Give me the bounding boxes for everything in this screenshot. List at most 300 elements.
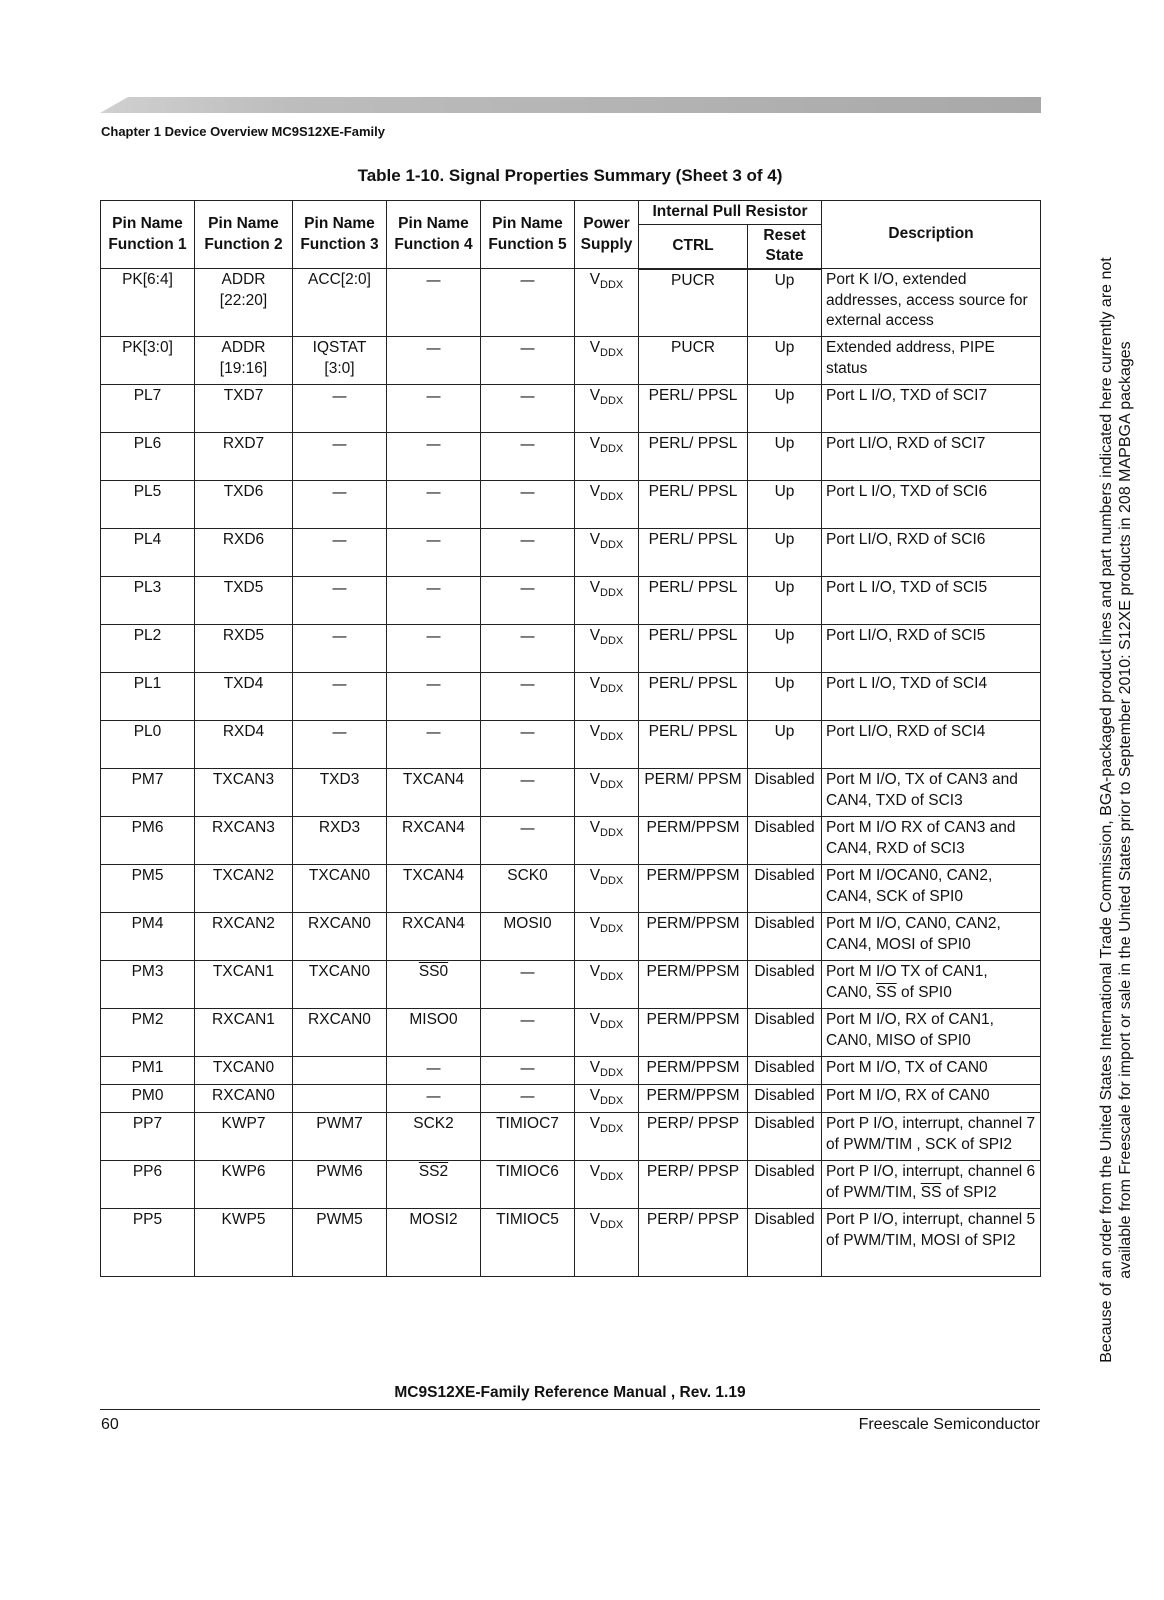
cell-function-2-text: RXCAN1	[212, 1011, 275, 1028]
cell-function-5	[481, 1161, 575, 1209]
cell-ctrl	[639, 1057, 748, 1085]
cell-function-5-text: —	[519, 627, 536, 645]
cell-ctrl	[639, 913, 748, 961]
cell-reset-state-text: Disabled	[754, 915, 815, 932]
cell-ctrl	[639, 673, 748, 721]
cell-ctrl-text: PERL/ PPSL	[648, 579, 738, 596]
cell-reset-state	[748, 1057, 822, 1085]
cell-function-3	[293, 337, 387, 385]
cell-ctrl	[639, 1209, 748, 1277]
cell-function-2	[195, 433, 293, 481]
table-row	[101, 1009, 1041, 1057]
cell-function-4	[387, 577, 481, 625]
cell-function-4-text: MOSI2	[409, 1211, 458, 1228]
cell-reset-state	[748, 721, 822, 769]
cell-function-2	[195, 625, 293, 673]
table-row	[101, 337, 1041, 385]
cell-function-1-text: PL7	[133, 387, 162, 404]
cell-function-2	[195, 1161, 293, 1209]
cell-description	[822, 769, 1041, 817]
cell-function-1-text: PM6	[131, 819, 164, 836]
cell-function-1	[101, 269, 195, 337]
cell-ctrl	[639, 337, 748, 385]
cell-description-text: Port K I/O, extended addresses, access source for external access	[826, 271, 1028, 329]
table-row	[101, 673, 1041, 721]
cell-function-4	[387, 1209, 481, 1277]
cell-function-4	[387, 1161, 481, 1209]
cell-function-4-text: —	[425, 1087, 442, 1105]
power-supply-subscript: DDX	[600, 731, 624, 743]
cell-description-text: Port P I/O, interrupt, channel 5 of PWM/TIM, MOSI of SPI2	[826, 1211, 1036, 1249]
cell-function-5	[481, 1113, 575, 1161]
cell-reset-state-text: Disabled	[754, 771, 815, 788]
power-supply-symbol: V	[589, 1115, 601, 1132]
cell-function-4-text: TXCAN4	[402, 771, 465, 788]
power-supply-subscript: DDX	[600, 539, 624, 551]
chapter-header: Chapter 1 Device Overview MC9S12XE-Family	[101, 124, 385, 139]
cell-function-2-text: TXD6	[223, 483, 264, 500]
cell-function-1-text: PP5	[132, 1211, 163, 1228]
cell-reset-state	[748, 269, 822, 337]
cell-function-1	[101, 673, 195, 721]
cell-ctrl-text: PERM/PPSM	[646, 1059, 740, 1076]
cell-function-3	[293, 1161, 387, 1209]
cell-reset-state-text: Disabled	[754, 1087, 815, 1104]
power-supply-subscript: DDX	[600, 827, 624, 839]
cell-function-1	[101, 865, 195, 913]
cell-function-3	[293, 481, 387, 529]
cell-function-2	[195, 769, 293, 817]
cell-ctrl-text: PERL/ PPSL	[648, 483, 738, 500]
cell-ctrl-text: PERL/ PPSL	[648, 627, 738, 644]
cell-power-supply	[575, 721, 639, 769]
cell-function-5	[481, 481, 575, 529]
cell-function-3	[293, 577, 387, 625]
cell-power-supply	[575, 769, 639, 817]
power-supply-subscript: DDX	[600, 1067, 624, 1079]
cell-function-5	[481, 269, 575, 337]
cell-function-2-text: RXCAN2	[212, 915, 275, 932]
col-header-function-5: Pin Name Function 5	[481, 201, 575, 269]
header-bar	[100, 97, 1041, 113]
power-supply-symbol: V	[589, 1087, 601, 1104]
cell-function-5	[481, 625, 575, 673]
cell-function-1-text: PL5	[133, 483, 162, 500]
cell-function-1-text: PM1	[131, 1059, 164, 1076]
cell-function-4-text: RXCAN4	[402, 819, 465, 836]
cell-function-1-text: PP7	[132, 1115, 163, 1132]
description-part: Port P I/O, interrupt, channel 6 of PWM/TIM,	[826, 1163, 1036, 1201]
cell-function-2	[195, 1113, 293, 1161]
power-supply-symbol: V	[589, 1163, 601, 1180]
cell-function-5	[481, 1009, 575, 1057]
cell-reset-state	[748, 337, 822, 385]
cell-function-3	[293, 269, 387, 337]
cell-function-2	[195, 961, 293, 1009]
cell-description-text: Port M I/O RX of CAN3 and CAN4, RXD of SCI3	[826, 819, 1016, 857]
cell-function-5	[481, 1057, 575, 1085]
cell-function-2	[195, 481, 293, 529]
cell-description	[822, 1085, 1041, 1113]
cell-description	[822, 481, 1041, 529]
cell-function-5-text: —	[519, 435, 536, 453]
cell-function-4-text: —	[425, 1059, 442, 1077]
cell-function-4-text: —	[425, 531, 442, 549]
cell-function-4	[387, 337, 481, 385]
cell-function-4-text: —	[425, 723, 442, 741]
power-supply-symbol: V	[589, 867, 601, 884]
cell-reset-state-text: Disabled	[754, 1163, 815, 1180]
cell-function-1-text: PM7	[131, 771, 164, 788]
cell-function-4	[387, 961, 481, 1009]
cell-power-supply	[575, 385, 639, 433]
cell-function-2	[195, 913, 293, 961]
cell-function-5-text: MOSI0	[503, 915, 552, 932]
cell-function-3	[293, 433, 387, 481]
cell-function-2-text: RXCAN3	[212, 819, 275, 836]
cell-reset-state	[748, 1209, 822, 1277]
cell-function-2	[195, 1009, 293, 1057]
page-number: 60	[101, 1416, 119, 1433]
col-header-function-4: Pin Name Function 4	[387, 201, 481, 269]
cell-reset-state	[748, 817, 822, 865]
cell-reset-state-text: Up	[774, 435, 795, 452]
cell-function-4	[387, 481, 481, 529]
cell-description	[822, 1113, 1041, 1161]
cell-function-2-text: KWP5	[221, 1211, 266, 1228]
cell-function-5	[481, 865, 575, 913]
cell-description	[822, 1161, 1041, 1209]
cell-function-4	[387, 529, 481, 577]
cell-power-supply	[575, 1085, 639, 1113]
side-note	[1097, 230, 1135, 1390]
cell-function-2-text: TXCAN2	[212, 867, 275, 884]
cell-description	[822, 673, 1041, 721]
cell-description-text: Port M I/O, TX of CAN0	[826, 1059, 988, 1076]
power-supply-subscript: DDX	[600, 1095, 624, 1107]
cell-description	[822, 865, 1041, 913]
cell-description-text: Port L I/O, TXD of SCI5	[826, 579, 988, 596]
cell-power-supply	[575, 1161, 639, 1209]
cell-reset-state-text: Disabled	[754, 867, 815, 884]
cell-ctrl-text: PERM/PPSM	[646, 915, 740, 932]
cell-power-supply	[575, 577, 639, 625]
cell-function-2	[195, 1085, 293, 1113]
power-supply-subscript: DDX	[600, 347, 624, 359]
cell-function-1-text: PP6	[132, 1163, 163, 1180]
cell-function-4	[387, 269, 481, 337]
cell-function-3	[293, 625, 387, 673]
cell-function-3	[293, 1085, 387, 1113]
cell-function-5-text: —	[519, 1011, 536, 1029]
cell-function-5-text: —	[519, 579, 536, 597]
table-row	[101, 961, 1041, 1009]
cell-reset-state-text: Disabled	[754, 1059, 815, 1076]
cell-reset-state-text: Up	[774, 271, 795, 289]
power-supply-symbol: V	[589, 387, 601, 404]
cell-reset-state-text: Up	[774, 723, 795, 740]
cell-power-supply	[575, 433, 639, 481]
cell-function-2	[195, 865, 293, 913]
cell-function-3-text: RXCAN0	[308, 1011, 371, 1028]
cell-function-1-text: PL3	[133, 579, 162, 596]
cell-description-text: Port LI/O, RXD of SCI6	[826, 531, 986, 548]
cell-ctrl-text: PUCR	[671, 271, 715, 289]
cell-power-supply	[575, 1009, 639, 1057]
power-supply-symbol: V	[589, 1211, 601, 1228]
cell-description	[822, 817, 1041, 865]
cell-function-1	[101, 481, 195, 529]
cell-ctrl	[639, 625, 748, 673]
cell-ctrl-text: PERP/ PPSP	[646, 1115, 740, 1132]
cell-function-4-text: —	[425, 579, 442, 597]
cell-function-2	[195, 721, 293, 769]
cell-reset-state	[748, 433, 822, 481]
cell-description	[822, 529, 1041, 577]
cell-function-4	[387, 769, 481, 817]
cell-function-4	[387, 433, 481, 481]
cell-function-3-text: ACC[2:0]	[308, 271, 371, 288]
cell-function-4-text: SCK2	[413, 1115, 454, 1132]
col-header-ctrl: CTRL	[639, 224, 748, 269]
cell-ctrl	[639, 769, 748, 817]
cell-function-3-text: —	[331, 579, 348, 597]
manual-title: MC9S12XE-Family Reference Manual , Rev. 1.19	[394, 1384, 746, 1401]
cell-function-1	[101, 1009, 195, 1057]
cell-function-1-text: PK[3:0]	[122, 339, 173, 356]
cell-power-supply	[575, 269, 639, 337]
table-row	[101, 817, 1041, 865]
cell-function-2	[195, 1209, 293, 1277]
cell-reset-state-text: Up	[774, 579, 795, 596]
cell-description	[822, 1209, 1041, 1277]
cell-ctrl-text: PERL/ PPSL	[648, 723, 738, 740]
cell-function-3-text: TXCAN0	[308, 867, 371, 884]
cell-power-supply	[575, 481, 639, 529]
cell-function-1	[101, 1161, 195, 1209]
cell-function-4-text: SS2	[418, 1163, 449, 1180]
cell-function-2-text: TXCAN1	[212, 963, 275, 980]
cell-function-4-text: SS0	[418, 963, 449, 980]
power-supply-subscript: DDX	[600, 683, 624, 695]
cell-function-5-text: —	[519, 675, 536, 693]
cell-function-4	[387, 385, 481, 433]
cell-function-3	[293, 961, 387, 1009]
cell-reset-state	[748, 1009, 822, 1057]
cell-function-4	[387, 1085, 481, 1113]
cell-function-3-text: IQSTAT [3:0]	[312, 339, 367, 377]
table-row	[101, 625, 1041, 673]
col-header-function-2: Pin Name Function 2	[195, 201, 293, 269]
description-part: $\overline{SS}$	[875, 983, 897, 1001]
cell-function-1-text: PL2	[133, 627, 162, 644]
cell-function-1-text: PM4	[131, 915, 164, 932]
cell-function-1	[101, 529, 195, 577]
cell-function-3-text: TXCAN0	[308, 963, 371, 980]
cell-function-3-text: —	[331, 435, 348, 453]
cell-function-4-text: —	[425, 387, 442, 405]
cell-ctrl-text: PERM/PPSM	[646, 867, 740, 884]
cell-function-2	[195, 385, 293, 433]
cell-function-1	[101, 577, 195, 625]
cell-function-4	[387, 817, 481, 865]
cell-reset-state	[748, 625, 822, 673]
power-supply-symbol: V	[589, 675, 601, 692]
power-supply-subscript: DDX	[600, 971, 624, 983]
table-header-row	[101, 201, 1041, 225]
col-header-function-1: Pin Name Function 1	[101, 201, 195, 269]
cell-ctrl	[639, 385, 748, 433]
cell-reset-state-text: Up	[774, 675, 795, 692]
table-row	[101, 1209, 1041, 1277]
power-supply-subscript: DDX	[600, 875, 624, 887]
cell-power-supply	[575, 913, 639, 961]
cell-function-5-text: —	[519, 531, 536, 549]
cell-ctrl-text: PERM/PPSM	[646, 1011, 740, 1028]
cell-ctrl	[639, 433, 748, 481]
cell-function-5	[481, 433, 575, 481]
cell-function-3	[293, 529, 387, 577]
cell-description	[822, 721, 1041, 769]
cell-function-5-text: —	[519, 339, 536, 357]
power-supply-subscript: DDX	[600, 923, 624, 935]
cell-reset-state-text: Up	[774, 627, 795, 644]
cell-function-4	[387, 721, 481, 769]
cell-function-5-text: TIMIOC7	[496, 1115, 559, 1132]
cell-ctrl-text: PERL/ PPSL	[648, 531, 738, 548]
cell-function-1	[101, 1085, 195, 1113]
cell-function-4	[387, 1113, 481, 1161]
table-row	[101, 769, 1041, 817]
power-supply-subscript: DDX	[600, 779, 624, 791]
cell-function-2-text: RXD7	[222, 435, 265, 452]
description-part: of SPI0	[896, 983, 952, 1001]
power-supply-symbol: V	[589, 819, 601, 836]
cell-description-text: Port L I/O, TXD of SCI6	[826, 483, 988, 500]
cell-function-5	[481, 385, 575, 433]
cell-power-supply	[575, 1057, 639, 1085]
cell-function-5-text: —	[519, 271, 536, 289]
cell-reset-state-text: Up	[774, 339, 795, 356]
cell-reset-state	[748, 481, 822, 529]
cell-description	[822, 385, 1041, 433]
cell-ctrl	[639, 961, 748, 1009]
cell-reset-state-text: Up	[774, 483, 795, 500]
cell-function-2	[195, 817, 293, 865]
cell-function-5	[481, 961, 575, 1009]
cell-function-4-text: —	[425, 271, 442, 289]
cell-ctrl	[639, 577, 748, 625]
power-supply-symbol: V	[589, 579, 601, 596]
cell-function-5	[481, 577, 575, 625]
cell-description	[822, 337, 1041, 385]
cell-reset-state-text: Disabled	[754, 1011, 815, 1028]
cell-function-3	[293, 1009, 387, 1057]
cell-function-3	[293, 817, 387, 865]
table-title: Table 1-10. Signal Properties Summary (Sheet 3 of 4)	[357, 166, 783, 185]
cell-function-5	[481, 337, 575, 385]
cell-description	[822, 269, 1041, 337]
table-row	[101, 481, 1041, 529]
cell-function-5-text: —	[519, 387, 536, 405]
cell-function-2-text: ADDR [22:20]	[219, 271, 268, 309]
cell-reset-state-text: Disabled	[754, 1211, 815, 1228]
table-row	[101, 269, 1041, 337]
col-header-reset-state: Reset State	[748, 224, 822, 269]
cell-reset-state	[748, 529, 822, 577]
cell-function-4-text: MISO0	[409, 1011, 458, 1028]
cell-description-text: Port L I/O, TXD of SCI7	[826, 387, 988, 404]
power-supply-symbol: V	[589, 531, 601, 548]
cell-function-3	[293, 913, 387, 961]
cell-function-3	[293, 673, 387, 721]
cell-reset-state-text: Disabled	[754, 963, 815, 980]
description-part: of SPI2	[941, 1183, 997, 1201]
cell-function-4-text: —	[425, 435, 442, 453]
cell-function-4	[387, 673, 481, 721]
cell-function-1	[101, 1209, 195, 1277]
cell-description-text: Port P I/O, interrupt, channel 7 of PWM/TIM , SCK of SPI2	[826, 1115, 1036, 1153]
cell-power-supply	[575, 865, 639, 913]
cell-function-1	[101, 625, 195, 673]
cell-function-2-text: TXCAN3	[212, 771, 275, 788]
footer-divider	[100, 1409, 1040, 1410]
cell-ctrl-text: PERM/PPSM	[646, 1087, 740, 1104]
cell-ctrl-text: PERP/ PPSP	[646, 1163, 740, 1180]
cell-function-2	[195, 577, 293, 625]
power-supply-symbol: V	[589, 963, 601, 980]
cell-function-5-text: —	[519, 1059, 536, 1077]
cell-description-text: Port LI/O, RXD of SCI4	[826, 723, 986, 740]
cell-function-2-text: KWP7	[221, 1115, 266, 1132]
power-supply-subscript: DDX	[600, 1171, 624, 1183]
cell-function-2-text: TXD4	[223, 675, 264, 692]
cell-function-3	[293, 1057, 387, 1085]
cell-function-1	[101, 337, 195, 385]
cell-function-1-text: PM0	[131, 1087, 164, 1104]
table-row	[101, 1113, 1041, 1161]
cell-function-4-text: RXCAN4	[402, 915, 465, 932]
power-supply-symbol: V	[589, 771, 601, 788]
cell-function-3	[293, 721, 387, 769]
cell-function-5-text: —	[519, 1087, 536, 1105]
cell-function-1-text: PL1	[133, 675, 162, 692]
cell-ctrl-text: PERM/PPSM	[646, 963, 740, 980]
cell-description-text: Port LI/O, RXD of SCI5	[826, 627, 986, 644]
cell-function-5-text: TIMIOC6	[496, 1163, 559, 1180]
cell-ctrl-text: PUCR	[671, 339, 715, 356]
cell-function-1-text: PL0	[133, 723, 162, 740]
power-supply-subscript: DDX	[600, 443, 624, 455]
cell-ctrl	[639, 1161, 748, 1209]
cell-function-5-text: —	[519, 483, 536, 501]
cell-ctrl-text: PERL/ PPSL	[648, 675, 738, 692]
cell-function-1-text: PL6	[133, 435, 162, 452]
cell-reset-state-text: Up	[774, 387, 795, 404]
table-row	[101, 721, 1041, 769]
description-part: $\overline{SS}$	[920, 1183, 942, 1201]
cell-function-1-text: PM5	[131, 867, 164, 884]
power-supply-symbol: V	[589, 339, 601, 356]
cell-function-4	[387, 865, 481, 913]
cell-function-2	[195, 337, 293, 385]
power-supply-symbol: V	[589, 483, 601, 500]
cell-function-5	[481, 673, 575, 721]
cell-ctrl-text: PERP/ PPSP	[646, 1211, 740, 1228]
cell-function-4	[387, 1009, 481, 1057]
side-note-line-1: Because of an order from the United States International Trade Commission, BGA-packaged product lines and part numbers indicated here currently are not	[1098, 257, 1115, 1363]
cell-function-3-text: PWM5	[316, 1211, 363, 1228]
